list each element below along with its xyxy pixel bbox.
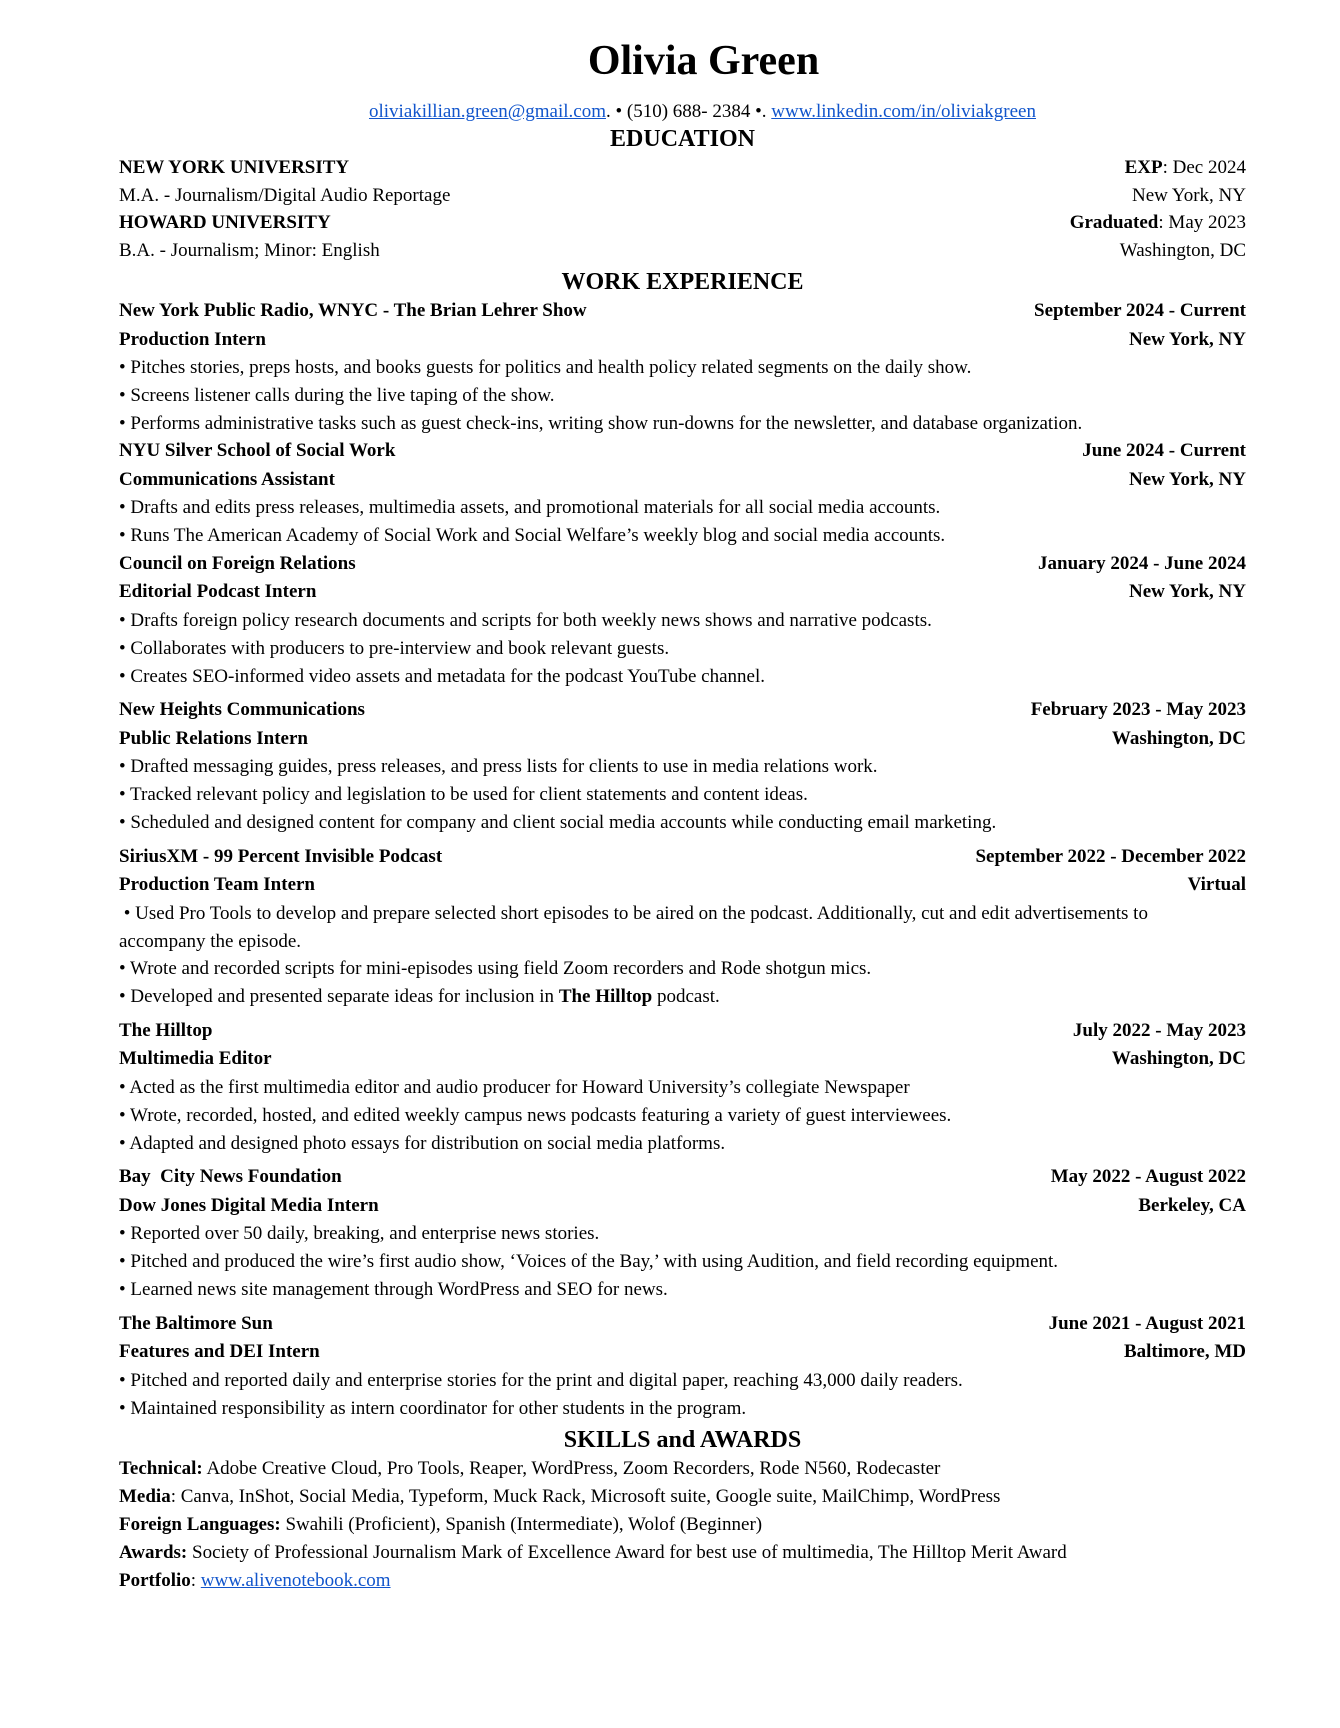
job-bullet: • Drafts and edits press releases, multimedia assets, and promotional materials for all social media accounts.	[119, 497, 941, 519]
job-role-row	[119, 466, 1246, 495]
job-bullet: • Maintained responsibility as intern coordinator for other students in the program.	[119, 1397, 747, 1419]
job-bullets	[119, 1220, 1246, 1303]
job-bullet: • Scheduled and designed content for company and client social media accounts while conducting email marketing.	[119, 811, 997, 833]
job-entry	[119, 550, 1246, 690]
skill-label: Awards:	[119, 1541, 188, 1563]
status-value: : Dec 2024	[1162, 157, 1246, 178]
job-bullet: • Learned news site management through WordPress and SEO for news.	[119, 1278, 668, 1300]
job-bullets	[119, 607, 1246, 690]
job-location: Baltimore, MD	[1123, 1341, 1246, 1363]
job-dates: June 2021 - August 2021	[1048, 1312, 1246, 1334]
degree-text: B.A. - Journalism; Minor: English	[119, 239, 380, 261]
job-location: Virtual	[1187, 874, 1246, 896]
job-role-row	[119, 725, 1246, 754]
job-dates: July 2022 - May 2023	[1072, 1019, 1246, 1041]
school-name: NEW YORK UNIVERSITY	[119, 157, 350, 178]
job-entry	[119, 843, 1246, 1011]
job-dates: September 2024 - Current	[1034, 300, 1246, 321]
skills-section	[119, 1425, 1246, 1594]
job-bullet: • Wrote, recorded, hosted, and edited weekly campus news podcasts featuring a variety of guest interviewees.	[119, 1104, 952, 1126]
job-bullet: • Drafts foreign policy research documents and scripts for both weekly news shows and narrative podcasts.	[119, 609, 932, 631]
portfolio-link[interactable]: www.alivenotebook.com	[200, 1569, 391, 1591]
school-header-row	[119, 154, 1246, 182]
skills-media	[119, 1483, 1246, 1511]
job-role-row	[119, 1338, 1246, 1367]
job-bullets	[119, 1074, 1246, 1157]
job-bullet: • Collaborates with producers to pre-interview and book relevant guests.	[119, 637, 670, 659]
job-location: Washington, DC	[1111, 1048, 1246, 1070]
job-dates: January 2024 - June 2024	[1038, 552, 1246, 574]
job-entry	[119, 1163, 1246, 1303]
skills-title: SKILLS and AWARDS	[563, 1427, 802, 1454]
job-role: Features and DEI Intern	[119, 1341, 320, 1363]
school-detail-row	[119, 237, 1246, 265]
job-role: Multimedia Editor	[119, 1048, 272, 1070]
skills-languages	[119, 1511, 1246, 1539]
job-role-row	[119, 1045, 1246, 1074]
status-label: Graduated	[1069, 212, 1159, 233]
skill-value: Society of Professional Journalism Mark of Excellence Award for best use of multimedia, The Hilltop Merit Award	[187, 1541, 1067, 1563]
job-org: The Baltimore Sun	[119, 1312, 273, 1334]
job-org: New Heights Communications	[119, 699, 365, 721]
school-detail-row	[119, 182, 1246, 210]
job-dates: June 2024 - Current	[1082, 440, 1246, 462]
skill-value: : Canva, InShot, Social Media, Typeform, Muck Rack, Microsoft suite, Google suite, MailChimp, WordPress	[170, 1486, 1001, 1508]
job-bullet: • Acted as the first multimedia editor and audio producer for Howard University’s collegiate Newspaper	[119, 1076, 910, 1098]
school-location: Washington, DC	[1119, 239, 1246, 261]
phone-text: . • (510) 688- 2384 •.	[605, 101, 772, 122]
school-location: New York, NY	[1131, 184, 1246, 206]
skill-sep: :	[190, 1569, 201, 1591]
job-location: Berkeley, CA	[1138, 1194, 1246, 1216]
job-bullet: • Adapted and designed photo essays for distribution on social media platforms.	[119, 1132, 726, 1154]
email-link[interactable]: oliviakillian.green@gmail.com	[368, 101, 606, 122]
job-org-row	[119, 1163, 1246, 1192]
school-name: HOWARD UNIVERSITY	[119, 212, 331, 233]
education-title: EDUCATION	[610, 126, 755, 152]
school-status	[1070, 209, 1246, 237]
status-value: : May 2023	[1158, 212, 1246, 233]
job-bullet: • Reported over 50 daily, breaking, and enterprise news stories.	[119, 1223, 600, 1245]
job-org: SiriusXM - 99 Percent Invisible Podcast	[119, 845, 443, 867]
skills-portfolio	[119, 1567, 1246, 1595]
skills-technical	[119, 1455, 1246, 1483]
job-entry	[119, 1310, 1246, 1423]
job-role-row	[119, 578, 1246, 607]
school-entry	[119, 154, 1246, 209]
bullet-bold-text: The Hilltop	[558, 986, 653, 1008]
education-section	[119, 124, 1246, 264]
skill-label: Portfolio	[119, 1569, 191, 1591]
job-entry	[119, 696, 1246, 836]
job-org: NYU Silver School of Social Work	[119, 440, 396, 462]
job-dates: May 2022 - August 2022	[1050, 1166, 1246, 1188]
job-org-row	[119, 437, 1246, 466]
job-entry	[119, 1017, 1246, 1157]
job-entry	[119, 297, 1246, 437]
resume-name: Olivia Green	[587, 38, 820, 84]
job-org-row	[119, 1017, 1246, 1046]
job-bullet: • Pitched and reported daily and enterprise stories for the print and digital paper, reaching 43,000 daily readers.	[119, 1369, 963, 1391]
job-bullets	[119, 900, 1246, 1011]
job-role-row	[119, 871, 1246, 900]
school-entry	[119, 209, 1246, 264]
job-bullet	[119, 983, 1246, 1011]
job-bullets	[119, 354, 1246, 437]
job-org: The Hilltop	[119, 1019, 213, 1041]
job-bullet: • Performs administrative tasks such as guest check-ins, writing show run-downs for the newsletter, and database organization.	[119, 412, 1083, 434]
job-org-row	[119, 696, 1246, 725]
skill-label: Media	[119, 1486, 171, 1508]
skills-awards	[119, 1539, 1246, 1567]
job-location: New York, NY	[1129, 581, 1246, 603]
job-bullet: • Runs The American Academy of Social Work and Social Welfare’s weekly blog and social media accounts.	[119, 525, 946, 547]
job-bullets	[119, 1367, 1246, 1423]
job-role: Communications Assistant	[119, 468, 335, 490]
job-bullet: • Used Pro Tools to develop and prepare selected short episodes to be aired on the podcast. Additionally, cut and edit advertisements to accompany the episode.	[119, 902, 1153, 952]
work-title: WORK EXPERIENCE	[561, 269, 804, 295]
job-bullet: • Pitches stories, preps hosts, and books guests for politics and health policy related segments on the daily show.	[119, 357, 972, 378]
job-org: New York Public Radio, WNYC - The Brian Lehrer Show	[119, 300, 587, 321]
job-bullet: • Creates SEO-informed video assets and metadata for the podcast YouTube channel.	[119, 665, 765, 687]
job-dates: September 2022 - December 2022	[975, 845, 1246, 867]
job-bullet: • Tracked relevant policy and legislation to be used for client statements and content ideas.	[119, 784, 808, 806]
job-role: Editorial Podcast Intern	[119, 581, 317, 603]
job-location: New York, NY	[1129, 328, 1246, 350]
skill-value: Adobe Creative Cloud, Pro Tools, Reaper, WordPress, Zoom Recorders, Rode N560, Rodecaster	[202, 1458, 941, 1480]
bullet-text: • Developed and presented separate ideas for inclusion in	[119, 986, 559, 1008]
job-location: Washington, DC	[1111, 727, 1246, 749]
job-bullet: • Pitched and produced the wire’s first audio show, ‘Voices of the Bay,’ with using Audition, and field recording equipment.	[119, 1251, 1059, 1273]
job-org: Council on Foreign Relations	[119, 552, 356, 574]
school-header-row	[119, 209, 1246, 237]
job-bullets	[119, 753, 1246, 836]
job-role: Production Team Intern	[119, 874, 316, 896]
school-status	[1125, 154, 1246, 182]
job-org: Bay City News Foundation	[119, 1166, 342, 1188]
skill-label: Foreign Languages:	[119, 1513, 281, 1535]
job-entry	[119, 437, 1246, 550]
contact-line	[119, 100, 1246, 124]
job-org-row	[119, 550, 1246, 579]
bullet-text: podcast.	[652, 986, 720, 1008]
job-role-row	[119, 326, 1246, 355]
job-role: Dow Jones Digital Media Intern	[119, 1194, 379, 1216]
job-location: New York, NY	[1129, 468, 1246, 490]
job-bullets	[119, 494, 1246, 550]
job-dates: February 2023 - May 2023	[1030, 699, 1246, 721]
linkedin-link[interactable]: www.linkedin.com/in/oliviakgreen	[771, 101, 1036, 122]
job-bullet: • Drafted messaging guides, press releases, and press lists for clients to use in media relations work.	[119, 756, 878, 778]
job-org-row	[119, 297, 1246, 326]
job-bullet: • Screens listener calls during the live taping of the show.	[119, 384, 555, 406]
work-section	[119, 267, 1246, 1422]
degree-text: M.A. - Journalism/Digital Audio Reportage	[119, 184, 451, 206]
job-role: Public Relations Intern	[119, 727, 308, 749]
job-bullet: • Wrote and recorded scripts for mini-episodes using field Zoom recorders and Rode shotgun mics.	[119, 958, 872, 980]
job-role-row	[119, 1192, 1246, 1221]
skill-value: Swahili (Proficient), Spanish (Intermediate), Wolof (Beginner)	[280, 1513, 763, 1535]
status-label: EXP	[1124, 157, 1163, 178]
skill-label: Technical:	[119, 1458, 203, 1480]
job-org-row	[119, 1310, 1246, 1339]
job-role: Production Intern	[119, 328, 266, 350]
job-org-row	[119, 843, 1246, 872]
